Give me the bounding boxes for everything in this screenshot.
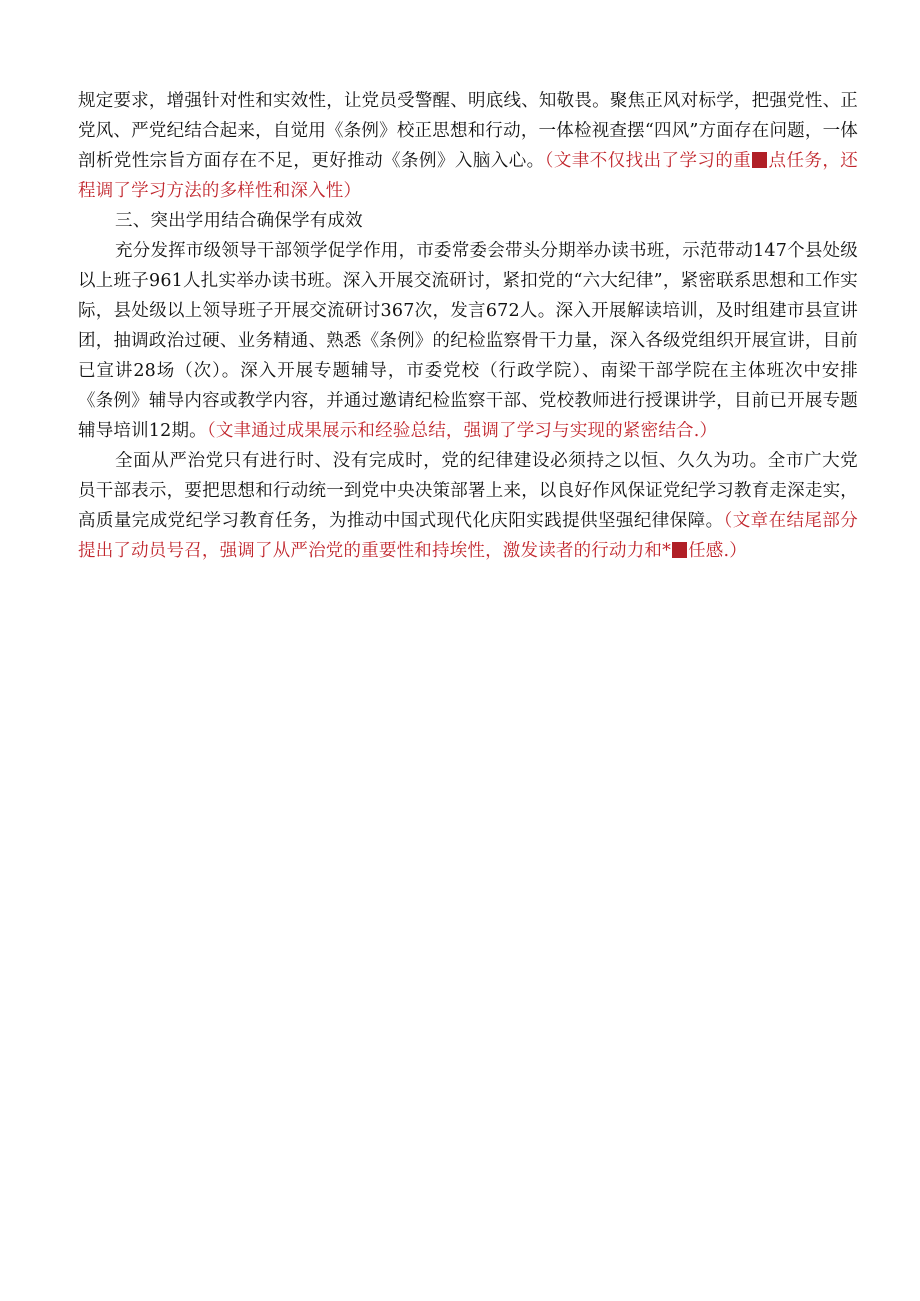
paragraph-3 (78, 446, 858, 566)
paragraph-1 (78, 86, 858, 206)
annotation-part-b: 点任务，还程调了学习方法的多样性和深入性） (78, 151, 859, 201)
annotation-part-a: （文聿不仅找出了学习的重 (544, 151, 752, 171)
annotation-part-b: 任感.） (688, 541, 747, 561)
paragraph-2-annotation: （文聿通过成果展示和经验总结，强调了学习与实现的紧密结合.） (206, 421, 718, 441)
annotation-part-a: （文章在结尾部分提出了动员号召，强调了从严治党的重要性和持埃性，激发读者的行动力和* (78, 511, 858, 561)
paragraph-1-text: 规定要求，增强针对性和实效性，让党员受警醒、明底线、知敬畏。聚焦正风对标学，把强党性、正党风、严党纪结合起来，自觉用《条例》校正思想和行动，一体检视查摆“四风”方面存在问题，一体剖析党性宗旨方面存在不足，更好推动《条例》入脑入心。 (78, 91, 858, 171)
section-heading-3: 三、突出学用结合确保学有成效 (115, 211, 363, 231)
document-body (78, 86, 858, 566)
redaction-mark (672, 542, 687, 558)
paragraph-2 (78, 236, 858, 446)
redaction-mark (752, 152, 767, 168)
paragraph-3-text: 全面从严治党只有进行时、没有完成时，党的纪律建设必须持之以恒、久久为功。全市广大党员干部表示，要把思想和行动统一到党中央决策部署上来，以良好作风保证党纪学习教育走深走实，高质量完成党纪学习教育任务，为推动中国式现代化庆阳实践提供坚强纪律保障。 (78, 451, 858, 531)
paragraph-2-text: 充分发挥市级领导干部领学促学作用，市委常委会带头分期举办读书班，示范带动147个县处级以上班子961人扎实举办读书班。深入开展交流研讨，紧扣党的“六大纪律”，紧密联系思想和工作实际，县处级以上领导班子开展交流研讨367次，发言672人。深入开展解读培训，及时组建市县宣讲团，抽调政治过硬、业务精通、熟悉《条例》的纪检监察骨干力量，深入各级党组织开展宣讲，目前已宣讲28场（次）。深入开展专题辅导，市委党校（行政学院）、南梁干部学院在主体班次中安排《条例》辅导内容或教学内容，并通过邀请纪检监察干部、党校教师进行授课讲学，目前已开展专题辅导培训12期。 (78, 241, 858, 441)
